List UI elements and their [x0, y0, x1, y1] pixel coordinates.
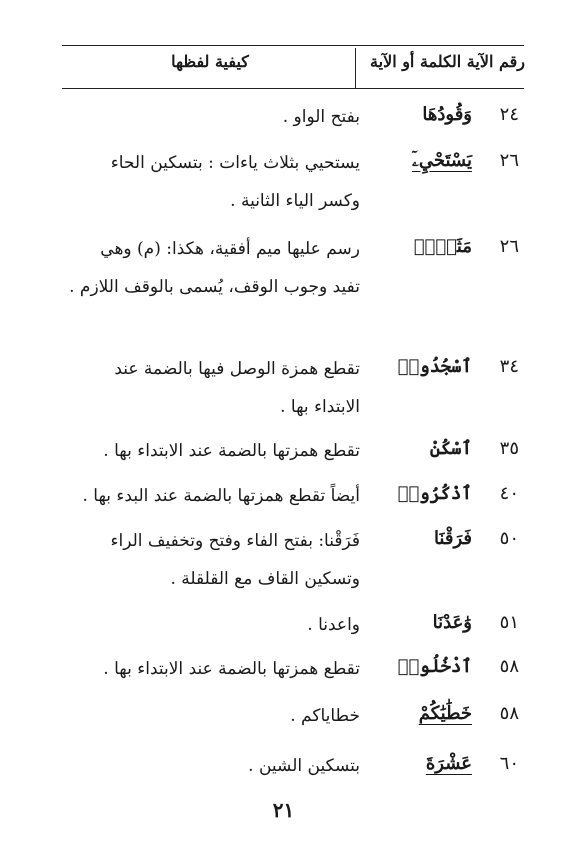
verse-number: ٢٤ [499, 104, 519, 125]
pronunciation-note: بفتح الواو . [282, 107, 360, 127]
quran-word: مَثَلًاۘ [413, 236, 472, 257]
quran-word: ٱسْجُدُوا۟ [397, 356, 472, 377]
pronunciation-note: تقطع همزتها بالضمة عند الابتداء بها . [103, 659, 360, 679]
quran-word: خَطَٰيَٰكُمْ [418, 703, 472, 724]
verse-number: ٥٨ [499, 656, 519, 677]
pronunciation-note: خطاياكم . [290, 706, 360, 726]
quran-word: ٱذْكُرُوا۟ [397, 483, 472, 504]
verse-number: ٣٥ [499, 438, 519, 459]
pronunciation-note: تقطع همزة الوصل فيها بالضمة عند الابتداء بها . [114, 359, 360, 417]
verse-number: ٥٨ [499, 703, 519, 724]
header-number-word: رقم الآية الكلمة أو الآية [370, 52, 525, 71]
verse-number: ٢٦ [499, 236, 519, 257]
header-rule [62, 88, 524, 89]
header-pronunciation: كيفية لفظها [171, 52, 249, 71]
verse-number: ٢٦ [499, 150, 519, 171]
quran-word: يَسْتَحْيِۦٓ [412, 150, 472, 171]
verse-number: ٦٠ [499, 753, 519, 774]
header-column-separator [355, 48, 356, 88]
quran-word: وَٰعَدْنَا [432, 612, 472, 633]
pronunciation-note: تقطع همزتها بالضمة عند الابتداء بها . [103, 441, 360, 461]
top-rule [62, 45, 524, 46]
pronunciation-note: فَرَقْنا: بفتح الفاء وفتح وتخفيف الراء وتسكين القاف مع القلقلة . [110, 531, 360, 589]
verse-number: ٥١ [499, 612, 519, 633]
quran-word: عَشْرَةَ [425, 753, 472, 774]
quran-word: وَقُودُهَا [422, 104, 472, 125]
verse-number: ٣٤ [499, 356, 519, 377]
quran-word: فَرَقْنَا [433, 528, 472, 549]
pronunciation-note: واعدنا . [307, 615, 360, 635]
pronunciation-note: يستحيي بثلاث ياءات : بتسكين الحاء وكسر الياء الثانية . [110, 153, 360, 211]
pronunciation-note: بتسكين الشين . [248, 756, 360, 776]
pronunciation-note: أيضاً تقطع همزتها بالضمة عند البدء بها . [82, 486, 360, 506]
verse-number: ٤٠ [499, 483, 519, 504]
verse-number: ٥٠ [499, 528, 519, 549]
quran-word: ٱدْخُلُوا۟ [397, 656, 472, 677]
page-number: ٢١ [272, 798, 295, 822]
quran-word: ٱسْكُنْ [429, 438, 472, 459]
pronunciation-note: رسم عليها ميم أفقية، هكذا: (م) وهي تفيد وجوب الوقف، يُسمى بالوقف اللازم . [69, 239, 360, 297]
